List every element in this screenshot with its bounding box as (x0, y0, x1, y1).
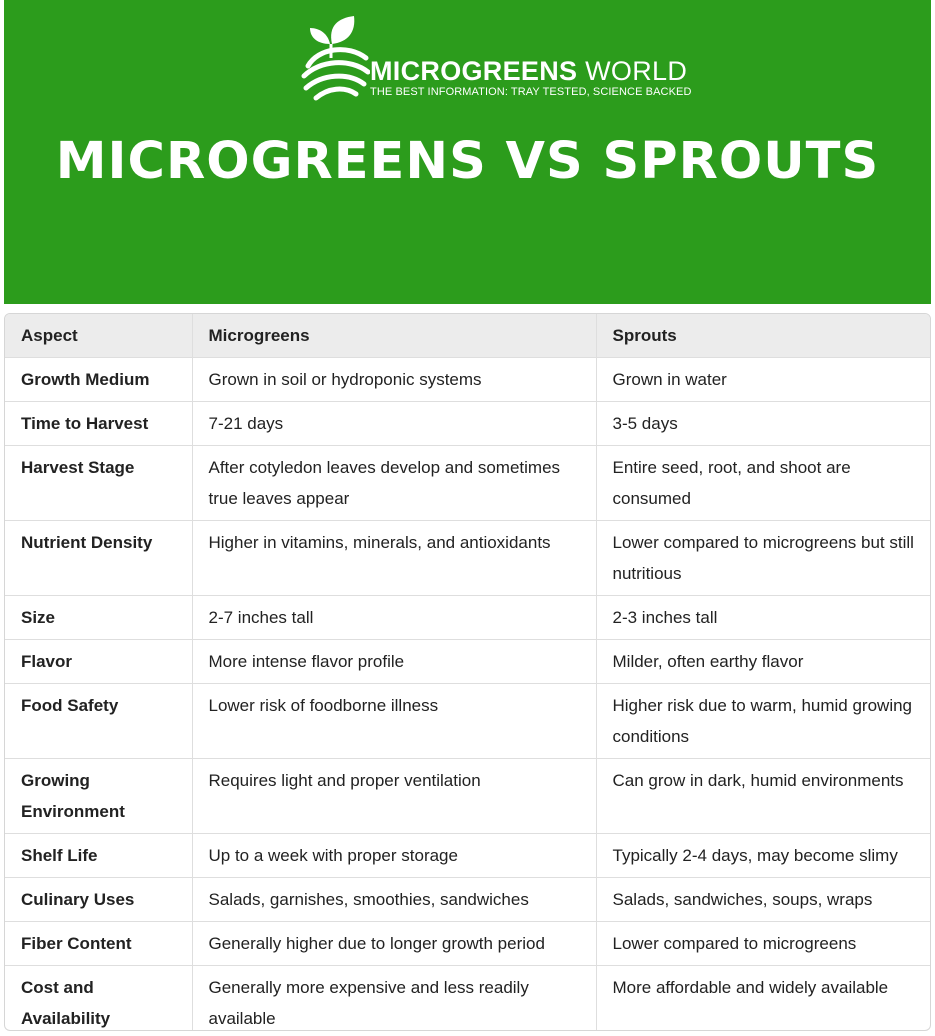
column-header: Microgreens (192, 314, 596, 357)
microgreens-cell: 7-21 days (192, 401, 596, 445)
sprouts-cell: Typically 2-4 days, may become slimy (596, 833, 930, 877)
aspect-cell: Fiber Content (5, 921, 192, 965)
sprouts-cell: More affordable and widely available (596, 965, 930, 1031)
table-row (5, 965, 930, 1031)
table-row (5, 357, 930, 401)
sprouts-cell: 2-3 inches tall (596, 595, 930, 639)
aspect-cell: Growing Environment (5, 758, 192, 833)
comparison-table-container (4, 313, 931, 1031)
table-row (5, 683, 930, 758)
leaf-field-icon (298, 14, 370, 104)
sprouts-cell: Lower compared to microgreens (596, 921, 930, 965)
microgreens-cell: 2-7 inches tall (192, 595, 596, 639)
microgreens-cell: Generally more expensive and less readily available (192, 965, 596, 1031)
comparison-table (5, 314, 930, 1031)
aspect-cell: Time to Harvest (5, 401, 192, 445)
table-row (5, 639, 930, 683)
aspect-cell: Shelf Life (5, 833, 192, 877)
sprouts-cell: Higher risk due to warm, humid growing conditions (596, 683, 930, 758)
microgreens-cell: Grown in soil or hydroponic systems (192, 357, 596, 401)
aspect-cell: Culinary Uses (5, 877, 192, 921)
microgreens-cell: Higher in vitamins, minerals, and antioxidants (192, 520, 596, 595)
sprouts-cell: 3-5 days (596, 401, 930, 445)
aspect-cell: Cost and Availability (21, 977, 111, 1028)
microgreens-cell: More intense flavor profile (192, 639, 596, 683)
aspect-cell: Growth Medium (5, 357, 192, 401)
column-header: Aspect (5, 314, 192, 357)
sprouts-cell: Salads, sandwiches, soups, wraps (596, 877, 930, 921)
table-row (5, 833, 930, 877)
microgreens-cell: Generally higher due to longer growth period (192, 921, 596, 965)
sprouts-cell: Can grow in dark, humid environments (596, 758, 930, 833)
sprouts-cell: Lower compared to microgreens but still nutritious (596, 520, 930, 595)
header-banner (4, 0, 931, 304)
table-row (5, 595, 930, 639)
table-row (5, 921, 930, 965)
microgreens-cell: Salads, garnishes, smoothies, sandwiches (192, 877, 596, 921)
microgreens-cell: After cotyledon leaves develop and sometimes true leaves appear (192, 445, 596, 520)
microgreens-cell: Lower risk of foodborne illness (192, 683, 596, 758)
table-row (5, 520, 930, 595)
logo (298, 14, 708, 104)
sprouts-cell: Entire seed, root, and shoot are consumed (596, 445, 930, 520)
table-row (5, 401, 930, 445)
sprouts-cell: Grown in water (596, 357, 930, 401)
aspect-cell: Flavor (5, 639, 192, 683)
table-row (5, 758, 930, 833)
table-header-row (5, 314, 930, 357)
microgreens-cell: Up to a week with proper storage (192, 833, 596, 877)
sprouts-cell: Milder, often earthy flavor (596, 639, 930, 683)
table-row (5, 877, 930, 921)
aspect-cell: Nutrient Density (5, 520, 192, 595)
page-title: MICROGREENS VS SPROUTS (55, 132, 880, 191)
table-row (5, 445, 930, 520)
brand-name: MICROGREENS WORLD (370, 56, 688, 86)
aspect-cell: Size (5, 595, 192, 639)
aspect-cell: Harvest Stage (5, 445, 192, 520)
aspect-cell: Food Safety (5, 683, 192, 758)
brand-tagline: THE BEST INFORMATION: TRAY TESTED, SCIENCE BACKED (370, 86, 692, 98)
column-header: Sprouts (596, 314, 930, 357)
microgreens-cell: Requires light and proper ventilation (192, 758, 596, 833)
